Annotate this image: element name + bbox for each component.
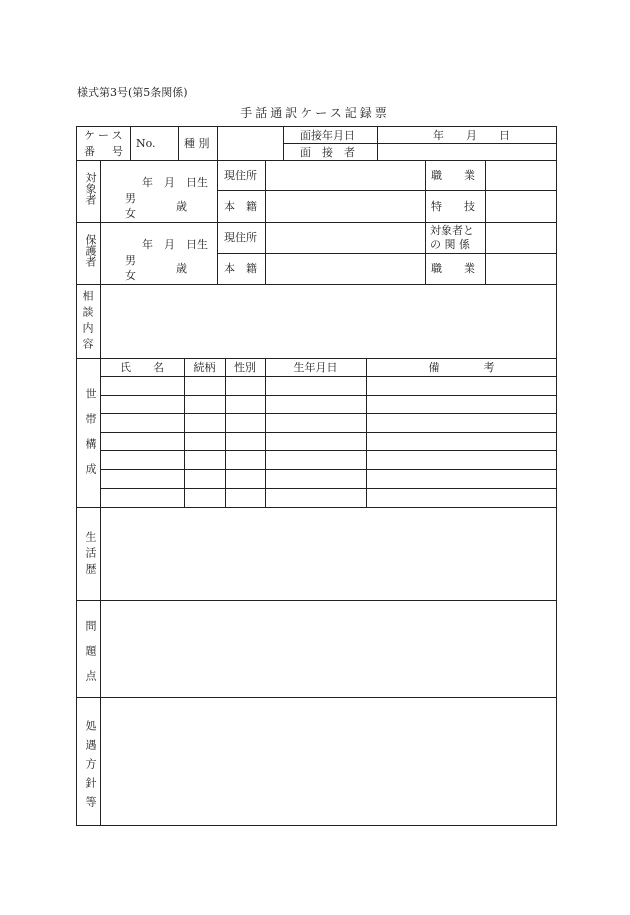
household-col-birthdate: 生年月日 — [293, 361, 338, 374]
guardian-address-label: 現住所 — [224, 231, 257, 244]
treatment-section-label: 処遇方針等 — [84, 720, 97, 815]
history-section-label: 生活歴 — [84, 531, 97, 579]
subject-section-label: 対象者 — [84, 172, 97, 205]
problems-section-label: 問題点 — [84, 620, 97, 695]
guardian-relation-label-2: の 関 係 — [430, 238, 470, 251]
subject-age-label: 歳 — [176, 200, 187, 213]
household-col-name: 氏 名 — [120, 361, 164, 374]
interview-date-label: 面接年月日 — [300, 129, 355, 142]
guardian-birth-label: 年 月 日生 — [142, 238, 208, 251]
guardian-occupation-label: 職 業 — [431, 262, 475, 275]
consultation-section-label: 相談内容 — [81, 290, 94, 354]
subject-address-label: 現住所 — [224, 169, 257, 182]
household-col-remarks: 備 考 — [428, 361, 495, 374]
subject-birth-label: 年 月 日生 — [142, 176, 208, 189]
form-number: 様式第3号(第5条関係) — [77, 86, 188, 99]
subject-domicile-label: 本 籍 — [224, 200, 257, 213]
household-col-relation: 続柄 — [193, 361, 216, 374]
guardian-domicile-label: 本 籍 — [224, 262, 257, 275]
guardian-relation-label: 対象者と — [430, 224, 474, 237]
guardian-female-label: 女 — [125, 269, 136, 282]
interviewer-label: 面 接 者 — [300, 146, 355, 159]
subject-female-label: 女 — [125, 207, 136, 220]
case-number-label-2: 番 号 — [84, 145, 126, 158]
no-label: No. — [136, 137, 156, 150]
subject-occupation-label: 職 業 — [431, 169, 475, 182]
guardian-section-label: 保護者 — [84, 234, 97, 267]
type-label: 種 別 — [184, 137, 210, 150]
subject-skill-label: 特 技 — [431, 200, 475, 213]
case-number-label: ケース — [84, 129, 126, 142]
guardian-male-label: 男 — [125, 254, 136, 267]
interview-date-value: 年 月 日 — [433, 129, 510, 142]
page-title: 手話通訳ケース記録票 — [240, 106, 390, 120]
subject-male-label: 男 — [125, 192, 136, 205]
household-section-label: 世帯構成 — [84, 388, 97, 488]
guardian-age-label: 歳 — [176, 262, 187, 275]
household-col-gender: 性別 — [234, 361, 256, 374]
